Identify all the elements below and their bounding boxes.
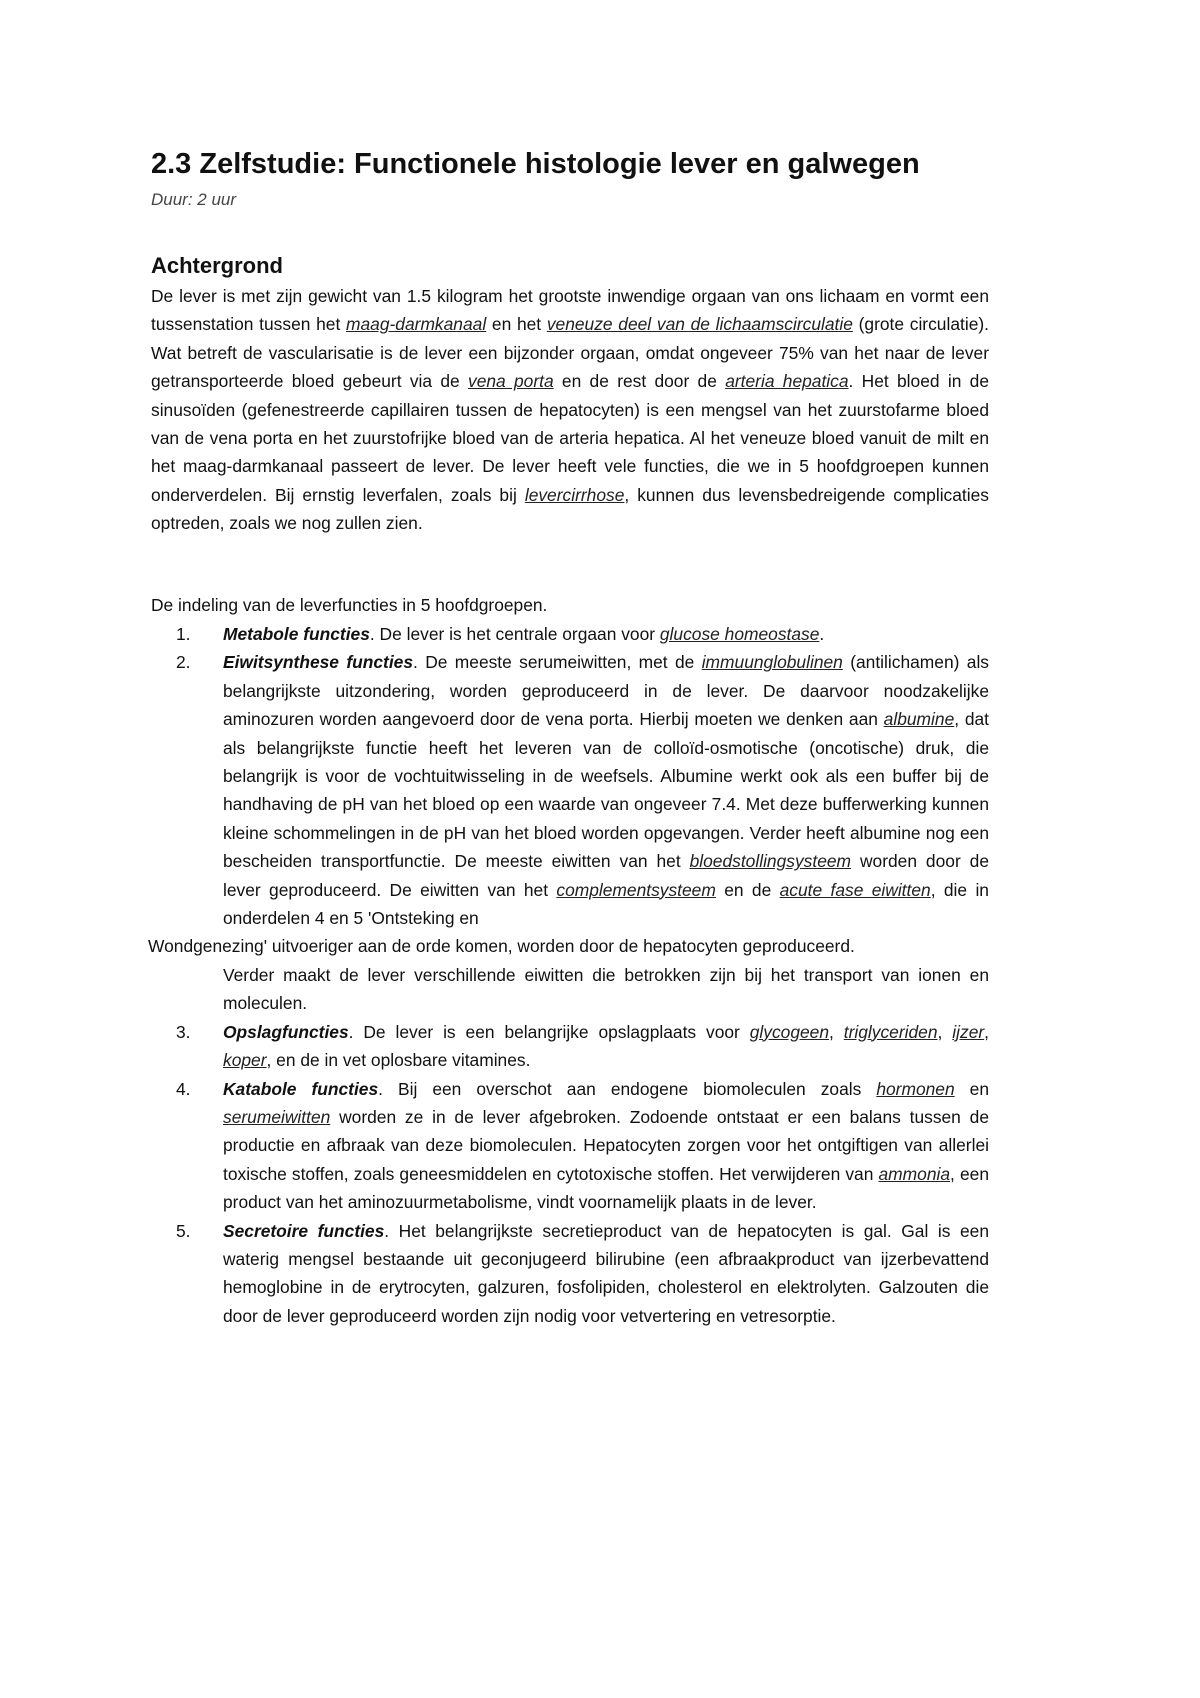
text-run: , kunnen dus levensbedreigende complicaties optreden, zoals we nog zullen zien. <box>151 484 989 534</box>
term-hormonen: hormonen <box>876 1078 955 1099</box>
term-glycogeen: glycogeen <box>749 1021 830 1042</box>
term-vena-porta: vena porta <box>468 371 554 392</box>
list-number: 3. <box>176 1021 191 1042</box>
list-item-lead: Eiwitsynthese functies <box>223 652 414 673</box>
list-number: 5. <box>176 1220 191 1241</box>
term-arteria-hepatica: arteria hepatica <box>725 371 849 392</box>
term-ijzer: ijzer <box>952 1021 985 1042</box>
term-albumine: albumine <box>883 709 955 730</box>
term-acute-fase-eiwitten: acute fase eiwitten <box>779 879 931 900</box>
list-item-metabole <box>151 620 989 648</box>
text-run: en de rest door de <box>553 371 726 392</box>
text-run: , <box>829 1021 844 1042</box>
list-item-lead: Katabole functies <box>223 1078 379 1099</box>
term-bloedstollingsysteem: bloedstollingsysteem <box>689 851 852 872</box>
term-glucose-homeostase: glucose homeostase <box>659 624 820 644</box>
text-run: . De lever is het centrale orgaan voor <box>369 624 660 644</box>
text-run: en het <box>486 314 547 335</box>
list-number: 1. <box>176 624 191 644</box>
functions-intro: De indeling van de leverfuncties in 5 hoofdgroepen. <box>151 595 548 615</box>
background-paragraph <box>151 282 989 538</box>
text-run: (grote circulatie). Wat betreft de vascularisatie is de lever een bijzonder orgaan, omdat ongeveer 75% van het naar de lever getransporteerde bloed gebeurt via de <box>151 314 989 392</box>
text-run: , <box>937 1021 953 1042</box>
text-run: worden door de lever geproduceerd. De eiwitten van het <box>223 851 990 900</box>
list-item-lead: Secretoire functies <box>223 1220 385 1241</box>
list-number: 4. <box>176 1078 191 1099</box>
section-heading-background: Achtergrond <box>151 253 283 278</box>
term-ammonia: ammonia <box>878 1163 951 1184</box>
list-number: 2. <box>176 652 191 673</box>
list-item-lead: Metabole functies <box>223 624 370 644</box>
term-levercirrhose: levercirrhose <box>524 484 625 505</box>
list-item-eiwitsynthese <box>151 648 989 932</box>
list-item-katabole <box>151 1075 989 1217</box>
text-run: . De lever is een belangrijke opslagplaats voor <box>348 1021 750 1042</box>
list-item-continuation: Verder maakt de lever verschillende eiwitten die betrokken zijn bij het transport van ionen en moleculen. <box>223 964 989 1014</box>
text-run: , die in onderdelen 4 en 5 'Ontsteking en <box>223 879 989 929</box>
term-maag-darmkanaal: maag-darmkanaal <box>346 314 487 335</box>
text-run: worden ze in de lever afgebroken. Zodoende ontstaat er een balans tussen de productie en afbraak van deze biomoleculen. Hepatocyten zorgen voor het ontgiftigen van allerlei toxische stoffen, zoals geneesmiddelen en cytotoxische stoffen. Het verwijderen van <box>223 1106 989 1184</box>
term-serumeiwitten: serumeiwitten <box>223 1106 331 1127</box>
text-run: , en de in vet oplosbare vitamines. <box>266 1050 531 1071</box>
text-run: . De meeste serumeiwitten, met de <box>413 652 702 673</box>
text-run: en de <box>715 879 780 900</box>
text-run: (antilichamen) als belangrijkste uitzondering, worden geproduceerd in de lever. De daarvoor noodzakelijke aminozuren worden aangevoerd door de vena porta. Hierbij moeten we denken aan <box>223 652 990 730</box>
list-item-opslag <box>151 1018 989 1075</box>
text-run: De lever is met zijn gewicht van 1.5 kilogram het grootste inwendige orgaan van ons lichaam en vormt een tussenstation tussen het <box>151 286 989 335</box>
text-run: . Het belangrijkste secretieproduct van de hepatocyten is gal. Gal is een waterig mengsel bestaande uit geconjugeerd bilirubine (een afbraakproduct van ijzerbevattend hemoglobine in de erytrocyten, galzuren, fosfolipiden, cholesterol en elektrolyten. Galzouten die door de lever geproduceerd worden zijn nodig voor vetvertering en vetresorptie. <box>223 1220 989 1326</box>
text-run: , <box>984 1021 989 1042</box>
term-veneuze-deel: veneuze deel van de lichaamscirculatie <box>546 314 853 335</box>
term-immuunglobulinen: immuunglobulinen <box>701 652 843 673</box>
term-triglyceriden: triglyceriden <box>843 1021 938 1042</box>
page-title: 2.3 Zelfstudie: Functionele histologie lever en galwegen <box>151 148 920 180</box>
text-run: en <box>954 1078 990 1099</box>
text-run: , dat als belangrijkste functie heeft het leveren van de colloïd-osmotische (oncotische) druk, die belangrijk is voor de vochtuitwisseling in de weefsels. Albumine werkt ook als een buffer bij de handhaving de pH van het bloed op een waarde van ongeveer 7.4. Met deze bufferwerking kunnen kleine schommelingen in de pH van het bloed worden opgevangen. Verder heeft albumine nog een bescheiden transportfunctie. De meeste eiwitten van het <box>223 709 990 872</box>
list-item-lead: Opslagfuncties <box>223 1021 349 1042</box>
term-complementsysteem: complementsysteem <box>556 879 716 900</box>
term-koper: koper <box>223 1050 267 1071</box>
list-item-secretoire <box>151 1217 989 1331</box>
list-item-split-line: Wondgenezing' uitvoeriger aan de orde komen, worden door de hepatocyten geproduceerd. <box>148 936 855 957</box>
duration-label: Duur: 2 uur <box>151 190 237 209</box>
text-run: . Het bloed in de sinusoïden (gefenestreerde capillairen tussen de hepatocyten) is een mengsel van het zuurstofarme bloed van de vena porta en het zuurstofrijke bloed van de arteria hepatica. Al het veneuze bloed vanuit de milt en het maag-darmkanaal passeert de lever. De lever heeft vele functies, die we in 5 hoofdgroepen kunnen onderverdelen. Bij ernstig leverfalen, zoals bij <box>151 371 990 505</box>
text-run: , een product van het aminozuurmetabolisme, vindt voornamelijk plaats in de lever. <box>223 1163 989 1213</box>
functions-list <box>148 620 990 1330</box>
text-run: . <box>819 624 825 644</box>
text-run: . Bij een overschot aan endogene biomoleculen zoals <box>378 1078 877 1099</box>
